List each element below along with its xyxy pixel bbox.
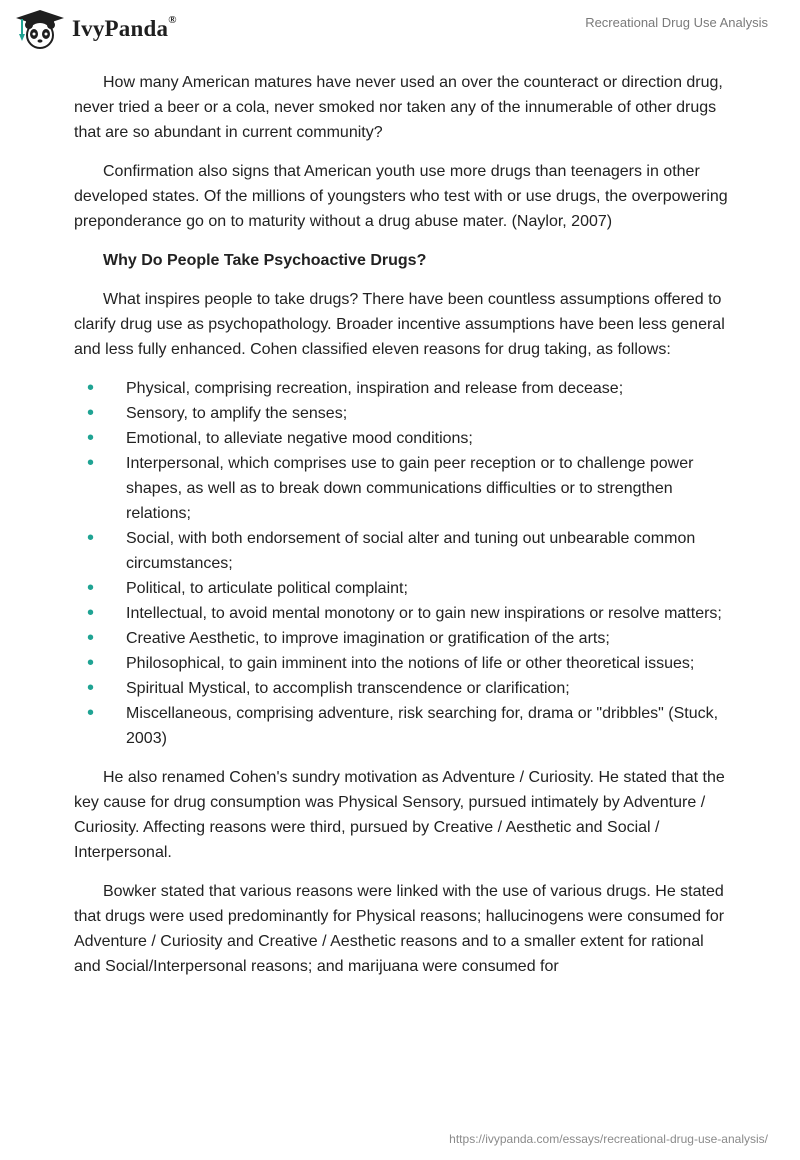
paragraph: What inspires people to take drugs? There have been countless assumptions offered to clarify drug use as psychopathology. Broader incentive assumptions have been less general and less fully enhanced. Cohen classified eleven reasons for drug taking, as follows:	[74, 291, 725, 358]
paragraph: How many American matures have never used an over the counteract or direction drug, never tried a beer or a cola, never smoked nor taken any of the innumerable of other drugs that are so abundant in current community?	[74, 74, 723, 141]
list-item: • Intellectual, to avoid mental monotony or to gain new inspirations or resolve matters;	[74, 601, 734, 626]
list-item: • Political, to articulate political complaint;	[74, 576, 734, 601]
page-header	[0, 0, 800, 60]
list-item: • Emotional, to alleviate negative mood conditions;	[74, 426, 734, 451]
list-item: • Sensory, to amplify the senses;	[74, 401, 734, 426]
list-item: • Physical, comprising recreation, inspiration and release from decease;	[74, 376, 734, 401]
list-item: • Interpersonal, which comprises use to gain peer reception or to challenge power shapes, as well as to break down communications difficulties or to strengthen relations;	[74, 451, 734, 526]
list-item: • Philosophical, to gain imminent into the notions of life or other theoretical issues;	[74, 651, 734, 676]
document-title: Recreational Drug Use Analysis	[585, 15, 768, 30]
paragraph: He also renamed Cohen's sundry motivation as Adventure / Curiosity. He stated that the key cause for drug consumption was Physical Sensory, pursued intimately by Adventure / Curiosity. Affecting reasons were third, pursued by Creative / Aesthetic and Social / Interpersonal.	[74, 769, 725, 861]
list-item: • Creative Aesthetic, to improve imagination or gratification of the arts;	[74, 626, 734, 651]
source-url-link[interactable]: https://ivypanda.com/essays/recreational-drug-use-analysis/	[449, 1132, 768, 1146]
brand-name: IvyPanda®	[72, 14, 177, 41]
section-heading: Why Do People Take Psychoactive Drugs?	[103, 252, 427, 269]
essay-body	[74, 70, 734, 993]
paragraph: Confirmation also signs that American youth use more drugs than teenagers in other developed states. Of the millions of youngsters who test with or use drugs, the overpowering preponderance go on to maturity without a drug abuse mater. (Naylor, 2007)	[74, 163, 728, 230]
reasons-list	[74, 376, 734, 751]
ivypanda-logo[interactable]	[14, 8, 177, 50]
list-item: • Social, with both endorsement of social alter and tuning out unbearable common circumstances;	[74, 526, 734, 576]
list-item: • Miscellaneous, comprising adventure, risk searching for, drama or "dribbles" (Stuck, 2003)	[74, 701, 734, 751]
list-item: • Spiritual Mystical, to accomplish transcendence or clarification;	[74, 676, 734, 701]
paragraph: Bowker stated that various reasons were linked with the use of various drugs. He stated that drugs were used predominantly for Physical reasons; hallucinogens were consumed for Adventure / Curiosity and Creative / Aesthetic reasons and to a smaller extent for rational and Social/Interpersonal reasons; and marijuana were consumed for	[74, 883, 725, 975]
panda-graduate-icon	[14, 8, 66, 50]
